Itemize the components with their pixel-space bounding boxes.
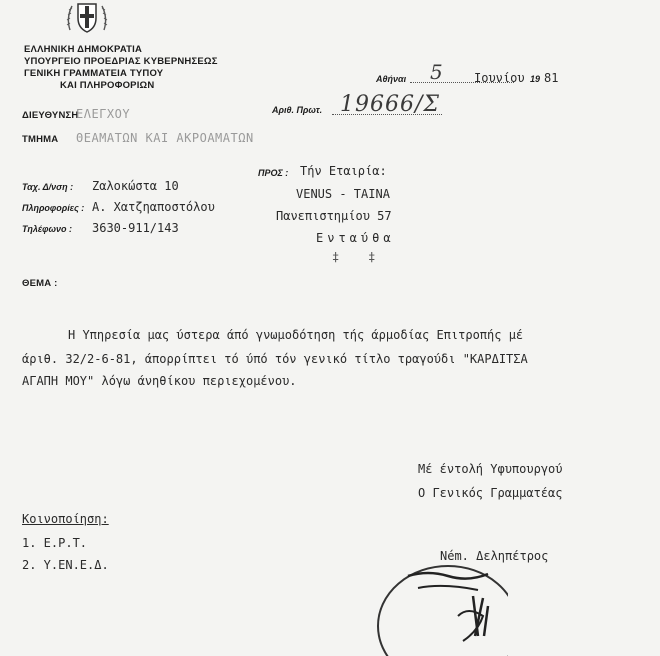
greek-coat-of-arms-emblem (64, 0, 110, 36)
directorate-value: ΕΛΕΓΧΟΥ (76, 107, 131, 121)
date-year: 81 (544, 71, 559, 85)
body-line-3: ΑΓΑΠΗ ΜΟΥ" λόγω άνηθίκου περιεχομένου. (22, 374, 297, 388)
date-place-label: Αθήναι (376, 74, 407, 84)
distribution-item: 2. Υ.ΕΝ.Ε.Δ. (22, 558, 109, 572)
header-line-republic: ΕΛΛΗΝΙΚΗ ΔΗΜΟΚΡΑΤΙΑ (24, 44, 143, 55)
address-value: Ζαλοκώστα 10 (92, 179, 179, 193)
distribution-item: 1. Ε.Ρ.Τ. (22, 536, 88, 550)
protocol-label: Αριθ. Πρωτ. (272, 105, 323, 115)
recipient-label: ΠΡΟΣ : (258, 168, 289, 178)
info-value: Α. Χατζηαποστόλου (92, 200, 215, 214)
body-line-2: άριθ. 32/2-6-81, άπορρίπτει τό ύπό τόν γενικό τίτλο τραγούδι "ΚΑΡΔΙΤΣΑ (22, 352, 528, 366)
recipient-strike-marks: ‡ ‡ (332, 250, 376, 264)
recipient-line-company: Τήν Εταιρία: (300, 164, 387, 178)
phone-label: Τηλέφωνο : (22, 224, 72, 234)
official-stamp-signature (358, 556, 508, 656)
directorate-label: ΔΙΕΥΘΥΝΣΗ (22, 110, 79, 121)
header-line-ministry: ΥΠΟΥΡΓΕΙΟ ΠΡΟΕΔΡΙΑΣ ΚΥΒΕΡΝΗΣΕΩΣ (24, 56, 218, 67)
info-label: Πληροφορίες : (22, 203, 85, 213)
header-line-secretariat: ΓΕΝΙΚΗ ΓΡΑΜΜΑΤΕΙΑ ΤΥΠΟΥ (24, 68, 164, 79)
date-day: 5 (430, 60, 443, 84)
signature-authority: Μέ έντολή Υφυπουργού (418, 462, 563, 476)
signature-name: Ném. Δεληπέτρος (440, 549, 549, 563)
address-label: Ταχ. Δ/νση : (22, 182, 74, 192)
recipient-line-name: VENUS - TAINA (296, 187, 390, 201)
distribution-label: Κοινοποίηση: (22, 512, 109, 526)
recipient-line-street: Πανεπιστημίου 57 (276, 209, 392, 223)
section-value: ΘΕΑΜΑΤΩΝ ΚΑΙ ΑΚΡΟΑΜΑΤΩΝ (76, 131, 254, 145)
section-label: ΤΜΗΜΑ (22, 134, 59, 145)
body-line-1: Η Υπηρεσία μας ύστερα άπό γνωμοδότηση τής άρμοδίας Επιτροπής μέ (68, 328, 524, 342)
date-year-prefix: 19 (530, 74, 541, 84)
signature-title: Ο Γενικός Γραμματέας (418, 486, 563, 500)
protocol-number: 19666/Σ (340, 92, 440, 117)
recipient-line-city: Ενταύθα (316, 231, 395, 245)
subject-label: ΘΕΜΑ : (22, 278, 58, 289)
header-line-information: ΚΑΙ ΠΛΗΡΟΦΟΡΙΩΝ (60, 80, 155, 91)
date-month: Ιουνίου (474, 71, 525, 85)
phone-value: 3630-911/143 (92, 221, 179, 235)
